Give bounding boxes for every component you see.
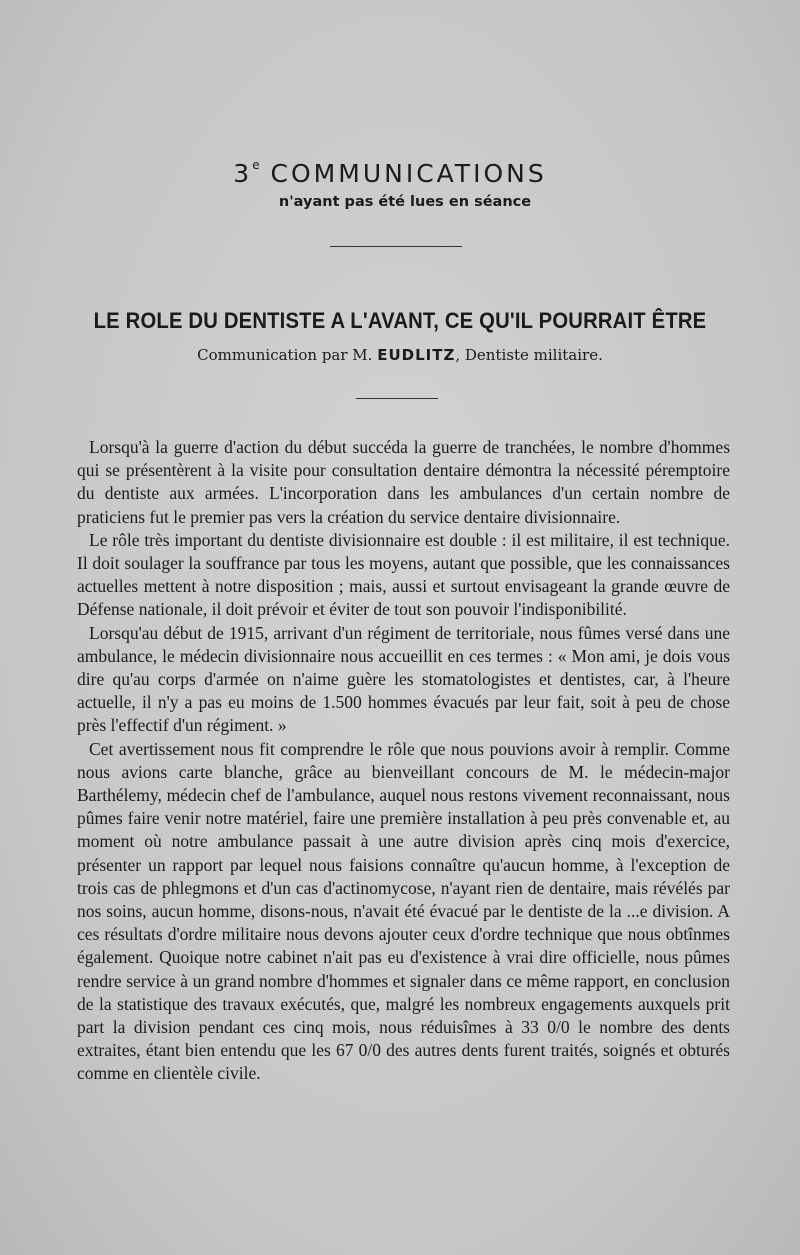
paragraph-1: Lorsqu'à la guerre d'action du début succéda la guerre de tranchées, le nombre d'hommes qui se présentèrent à la visite pour consultation dentaire démontra la nécessité péremptoire du dentiste aux armées. L'incorporation dans les ambulances d'un certain nombre de praticiens fut le premier pas vers la création du service dentaire divisionnaire. bbox=[77, 437, 730, 527]
byline-suffix: , Dentiste militaire. bbox=[455, 346, 603, 364]
paragraph-2: Le rôle très important du dentiste divisionnaire est double : il est militaire, il est technique. Il doit soulager la souffrance par tous les moyens, autant que possible, que les connaissances actuelles mettent à notre disposition ; mais, aussi et surtout envisageant la grande œuvre de Défense nationale, il doit prévoir et éviter de tout son pouvoir l'indisponibilité. bbox=[77, 529, 730, 620]
section-header bbox=[0, 158, 800, 210]
byline-prefix: Communication par M. bbox=[197, 346, 373, 364]
paragraph-3: Lorsqu'au début de 1915, arrivant d'un régiment de territoriale, nous fûmes versé dans une ambulance, le médecin divisionnaire nous accueillit en ces termes : « Mon ami, je dois vous dire qu'au corps d'armée on n'aime guère les stomatologistes et dentistes, car, à l'heure actuelle, il n'y a pas eu moins de 1.500 hommes évacués par leur fait, soit à peu de chose près l'effectif d'un régiment. » bbox=[77, 622, 730, 736]
section-subtitle: n'ayant pas été lues en séance bbox=[278, 194, 532, 210]
section-number-suffix: e bbox=[252, 158, 260, 172]
byline bbox=[0, 346, 800, 364]
divider-top bbox=[330, 246, 462, 247]
paragraph-4: Cet avertissement nous fit comprendre le rôle que nous pouvions avoir à remplir. Comme nous avions carte blanche, grâce au bienveillant concours de M. le médecin-major Barthélemy, médecin chef de l'ambulance, auquel nous restons vivement reconnaissant, nous pûmes faire venir notre matériel, faire une première installation à peu près convenable et, au moment où notre ambulance passait à une autre division après cinq mois d'exercice, présenter un rapport par lequel nous faisions connaître qu'aucun homme, à l'exception de trois cas de phlegmons et d'un cas d'actinomycose, n'ayant rien de dentaire, mais révélés par nos soins, aucun homme, disons-nous, n'avait été évacué par le dentiste de la ...e division. A ces résultats d'ordre militaire nous devons ajouter ceux d'ordre technique que nous obtînmes également. Quoique notre cabinet n'ait pas eu d'existence à vrai dire officielle, nous pûmes rendre service à un grand nombre d'hommes et signaler dans ce même rapport, en conclusion de la statistique des travaux exécutés, que, malgré les nombreux engagements auxquels prit part la division pendant ces cinq mois, nous réduisîmes à 33 0/0 le nombre des dents extraites, étant bien entendu que les 67 0/0 des autres dents furent traités, soignés et obturés comme en clientèle civile. bbox=[77, 738, 730, 1084]
section-number: 3 bbox=[233, 159, 253, 188]
article-body bbox=[77, 436, 730, 1086]
section-title bbox=[0, 158, 800, 188]
section-title-text: COMMUNICATIONS bbox=[270, 159, 547, 188]
divider-bottom bbox=[356, 398, 438, 399]
author-name: EUDLITZ bbox=[377, 346, 456, 364]
article-title: LE ROLE DU DENTISTE A L'AVANT, CE QU'IL POURRAIT ÊTRE bbox=[93, 308, 707, 333]
